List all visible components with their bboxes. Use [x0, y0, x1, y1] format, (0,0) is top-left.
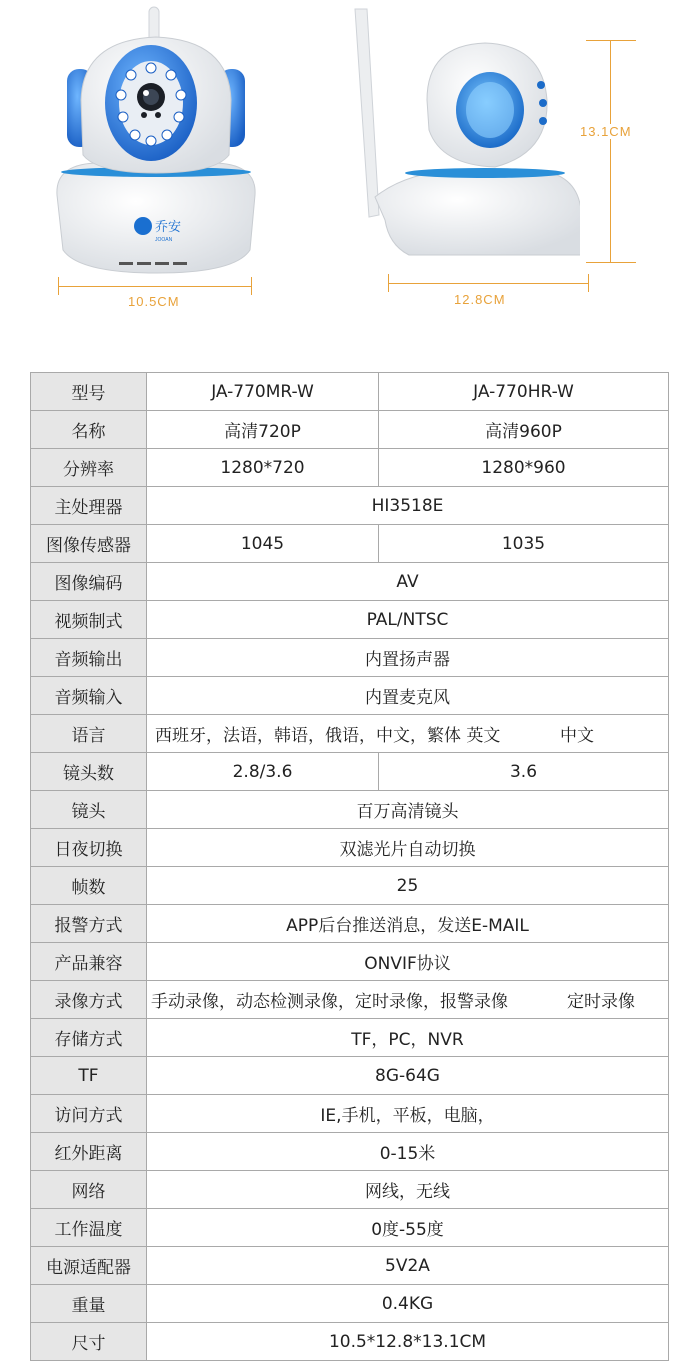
spec-value-recording: [147, 981, 669, 1019]
spec-value: 0度-55度: [147, 1209, 669, 1247]
spec-row-cpu: [31, 487, 669, 525]
spec-row-recording: [31, 981, 669, 1019]
spec-value-720p: 高清720P: [147, 411, 379, 449]
spec-value: 双滤光片自动切换: [147, 829, 669, 867]
spec-label: 分辨率: [31, 449, 147, 487]
spec-label: 电源适配器: [31, 1247, 147, 1285]
camera-front-image: [45, 5, 270, 280]
spec-row-alarm: [31, 905, 669, 943]
spec-value-960p: 定时录像: [567, 992, 635, 1012]
spec-label: 访问方式: [31, 1095, 147, 1133]
spec-row-model: [31, 373, 669, 411]
spec-value: 内置麦克风: [147, 677, 669, 715]
spec-row-daynight: [31, 829, 669, 867]
spec-row-access: [31, 1095, 669, 1133]
spec-row-storage: [31, 1019, 669, 1057]
spec-value: 0-15米: [147, 1133, 669, 1171]
spec-value: 8G-64G: [147, 1057, 669, 1095]
spec-label: 图像传感器: [31, 525, 147, 563]
spec-label: TF: [31, 1057, 147, 1095]
spec-label: 工作温度: [31, 1209, 147, 1247]
spec-row-network: [31, 1171, 669, 1209]
spec-row-name: [31, 411, 669, 449]
spec-row-fps: [31, 867, 669, 905]
depth-dimension-label: 12.8CM: [454, 292, 506, 307]
spec-label: 音频输出: [31, 639, 147, 677]
spec-value-960p: 1035: [379, 525, 669, 563]
spec-row-tf: [31, 1057, 669, 1095]
spec-value: 网线，无线: [147, 1171, 669, 1209]
width-dimension-tick-left: [58, 277, 59, 295]
spec-value: HI3518E: [147, 487, 669, 525]
spec-label: 镜头数: [31, 753, 147, 791]
spec-label: 名称: [31, 411, 147, 449]
spec-value: ONVIF协议: [147, 943, 669, 981]
spec-value-960p: 3.6: [379, 753, 669, 791]
spec-row-language: [31, 715, 669, 753]
spec-value: IE,手机，平板，电脑，: [147, 1095, 669, 1133]
height-dimension-line: [610, 40, 611, 262]
height-dimension-tick-top: [586, 40, 636, 41]
spec-value-720p: JA-770MR-W: [147, 373, 379, 411]
spec-row-audio-in: [31, 677, 669, 715]
spec-row-audio-out: [31, 639, 669, 677]
spec-value: APP后台推送消息，发送E-MAIL: [147, 905, 669, 943]
spec-label: 存储方式: [31, 1019, 147, 1057]
spec-value: 0.4KG: [147, 1285, 669, 1323]
spec-label: 产品兼容: [31, 943, 147, 981]
spec-value: 25: [147, 867, 669, 905]
spec-label: 录像方式: [31, 981, 147, 1019]
spec-value-720p: 1045: [147, 525, 379, 563]
width-dimension-tick-right: [251, 277, 252, 295]
spec-value: AV: [147, 563, 669, 601]
spec-row-video: [31, 601, 669, 639]
spec-value-960p: 1280*960: [379, 449, 669, 487]
spec-row-temp: [31, 1209, 669, 1247]
spec-label: 音频输入: [31, 677, 147, 715]
spec-value-720p: 西班牙，法语，韩语，俄语，中文，繁体 英文: [155, 726, 501, 746]
spec-value: TF，PC，NVR: [147, 1019, 669, 1057]
spec-row-ir: [31, 1133, 669, 1171]
spec-value-960p: 中文: [560, 726, 594, 746]
spec-value-720p: 2.8/3.6: [147, 753, 379, 791]
spec-label: 镜头: [31, 791, 147, 829]
spec-label: 语言: [31, 715, 147, 753]
spec-row-resolution: [31, 449, 669, 487]
depth-dimension-tick-left: [388, 274, 389, 292]
spec-label: 尺寸: [31, 1323, 147, 1361]
spec-table: [30, 372, 669, 1361]
spec-row-power: [31, 1247, 669, 1285]
brand-sub: JOOAN: [155, 237, 173, 243]
spec-value-720p: 1280*720: [147, 449, 379, 487]
spec-row-compat: [31, 943, 669, 981]
spec-value-language: [147, 715, 669, 753]
spec-value: 5V2A: [147, 1247, 669, 1285]
brand-name: 乔安: [155, 220, 182, 235]
width-dimension-label: 10.5CM: [128, 294, 180, 309]
spec-value-960p: JA-770HR-W: [379, 373, 669, 411]
camera-side-image: [345, 5, 580, 265]
spec-label: 重量: [31, 1285, 147, 1323]
spec-label: 型号: [31, 373, 147, 411]
spec-label: 图像编码: [31, 563, 147, 601]
depth-dimension-tick-right: [588, 274, 589, 292]
height-dimension-tick-bottom: [586, 262, 636, 263]
spec-label: 红外距离: [31, 1133, 147, 1171]
spec-row-encoding: [31, 563, 669, 601]
spec-row-weight: [31, 1285, 669, 1323]
spec-value-960p: 高清960P: [379, 411, 669, 449]
spec-row-size: [31, 1323, 669, 1361]
spec-label: 网络: [31, 1171, 147, 1209]
height-dimension-label: 13.1CM: [580, 124, 632, 139]
spec-value: PAL/NTSC: [147, 601, 669, 639]
spec-label: 视频制式: [31, 601, 147, 639]
spec-row-sensor: [31, 525, 669, 563]
spec-row-lens-count: [31, 753, 669, 791]
spec-label: 帧数: [31, 867, 147, 905]
spec-row-lens: [31, 791, 669, 829]
spec-label: 日夜切换: [31, 829, 147, 867]
spec-value: 内置扬声器: [147, 639, 669, 677]
spec-value: 10.5*12.8*13.1CM: [147, 1323, 669, 1361]
depth-dimension-line: [388, 283, 588, 284]
spec-label: 主处理器: [31, 487, 147, 525]
width-dimension-line: [58, 286, 251, 287]
spec-value: 百万高清镜头: [147, 791, 669, 829]
spec-label: 报警方式: [31, 905, 147, 943]
spec-value-720p: 手动录像，动态检测录像，定时录像，报警录像: [151, 992, 508, 1012]
